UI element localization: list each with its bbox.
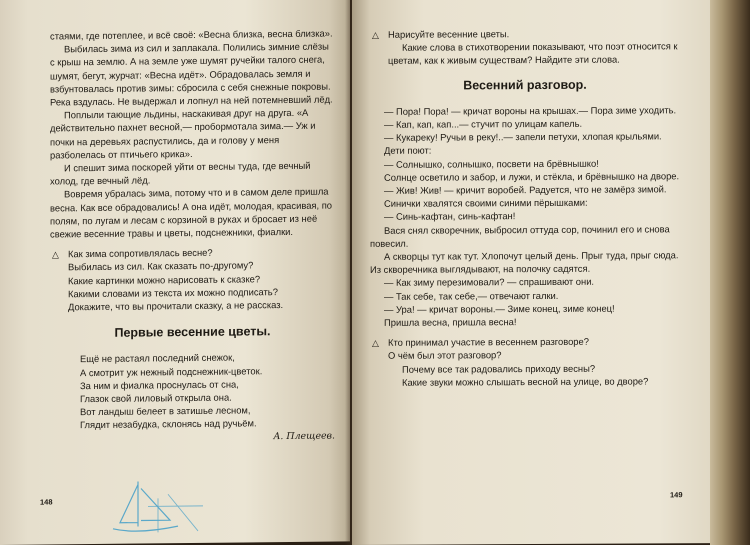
right-intro [370,26,680,67]
poem-author: А. Плещеев. [273,430,335,442]
right-page [352,0,712,545]
right-paragraph-5: — Солнышко, солнышко, посвети на брёвнышко! [384,157,599,170]
poem-line-2: А смотрит уж нежный подснежник-цветок. [80,364,263,378]
right-question-3: Почему все так радовались приходу весны? [402,362,596,375]
poem-line-5: Вот ландыш белеет в затишье лесном, [80,404,251,418]
right-questions [370,335,680,389]
left-question-3: Какие картинки можно нарисовать к сказке? [68,272,261,286]
left-paragraph-1: стаями, где потеплее, и всё своё: «Весна близка, весна близка». [50,27,333,42]
triangle-icon: △ [52,249,59,260]
poem-line-4: Глазок свой лиловый открыла она. [80,391,232,405]
left-question-5: Докажите, что вы прочитали сказку, а не рассказ. [68,299,284,313]
poem-line-6: Глядит незабудка, склонясь над ручьём. [80,417,257,431]
left-paragraph-4: И спешит зима поскорей уйти от весны туда, где вечный холод, где вечный лёд. [50,159,311,187]
book-page-edges [710,0,750,545]
left-question-1: Как зима сопротивлялась весне? [68,247,213,260]
left-question-2: Выбилась из сил. Как сказать по-другому? [68,259,254,273]
right-paragraph-12: — Как зиму перезимовали? — спрашивают они. [384,276,595,289]
right-paragraph-10: Вася снял скворечник, выбросил оттуда сор, починил его и снова повесил. [370,222,670,249]
page-number-left: 148 [40,497,53,507]
right-question-2: О чём был этот разговор? [388,349,502,362]
left-paragraph-3: Поплыли тающие льдины, наскакивая друг на друга. «А действительно пахнет весной,— пробормотала зима.— Уж и почки на деревьях распустились, да и голову у меня разболелась от птичьего крика». [50,106,316,161]
right-question-1: Кто принимал участие в весеннем разговоре? [388,336,589,349]
right-paragraph-4: Дети поют: [384,145,432,157]
right-paragraph-3: — Кукареку! Ручьи в реку!..— запели петухи, хлопая крыльями. [384,130,662,144]
right-paragraph-13: — Так себе, так себе,— отвечают галки. [384,289,559,302]
poem-title: Первые весенние цветы. [114,324,271,341]
poem [50,350,335,432]
poem-line-1: Ещё не растаял последний снежок, [80,352,235,365]
right-intro-1: Нарисуйте весенние цветы. [388,28,510,40]
right-paragraph-2: — Кап, кап, кап...— стучит по улицам капель. [384,117,583,130]
right-paragraph-9: — Синь-кафтан, синь-кафтан! [384,210,516,223]
right-question-4: Какие звуки можно слышать весной на улице, во дворе? [402,375,649,388]
story-title: Весенний разговор. [463,77,587,93]
left-page [0,0,350,545]
right-paragraph-6: Солнце осветило и забор, и лужи, и стёкла, и брёвнышко на дворе. [384,170,680,183]
left-questions [50,245,335,314]
right-paragraph-7: — Жив! Жив! — кричит воробей. Радуется, что не замёрз зимой. [384,183,667,196]
triangle-icon: △ [372,29,379,40]
right-paragraph-14: — Ура! — кричат вороны.— Зиме конец, зиме конец! [384,302,615,315]
poem-line-3: За ним и фиалка проснулась от сна, [80,378,239,392]
right-paragraph-1: — Пора! Пора! — кричат вороны на крышах.— Пора зиме уходить. [384,104,677,117]
page-number-right: 149 [670,490,683,500]
right-paragraph-11: А скворцы тут как тут. Хлопочут целый день. Прыг туда, прыг сюда. Из скворечника выглядывают, на полочку садятся. [370,249,679,276]
left-question-4: Какими словами из текста их можно подписать? [68,285,278,300]
sailboat-sketch-icon [108,476,218,539]
left-text-block [50,26,335,445]
right-paragraph-15: Пришла весна, пришла весна! [384,316,517,328]
right-text-block [370,26,680,389]
right-paragraph-8: Синички хвалятся своими синими пёрышками: [384,197,588,210]
left-paragraph-5: Вовремя убралась зима, потому что и в самом деле пришла весна. Как все обрадовались! А она идёт, молодая, красивая, по полям, по лугам и лесам с корзиной в руках и бросает из неё свежие весенние травы и цветы, подснежники, фиалки. [50,185,332,240]
triangle-icon: △ [372,338,379,349]
right-intro-2: Какие слова в стихотворении показывают, что поэт относится к цветам, как к живым существам? Найдите эти слова. [388,40,678,67]
left-paragraph-2: Выбилась зима из сил и заплакала. Полились зимние слёзы с крыш на землю. А на земле уже шумят ручейки талого снега, шумят, бегут, журчат: «Весна идёт». Обрадовалась земля и взбунтовалась против зимы: сбросила с себя снежные покровы. Река вздулась. Не выдержал и лопнул на ней потемневший лёд. [50,40,333,108]
